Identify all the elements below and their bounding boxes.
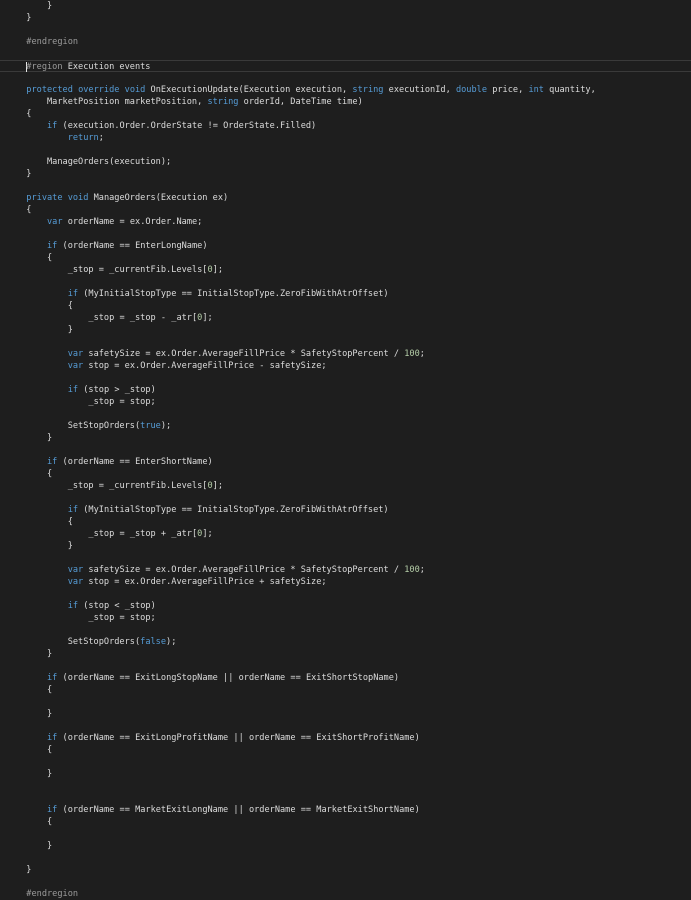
code-line[interactable] [0, 384, 691, 396]
code-line-text: if (MyInitialStopType == InitialStopType.ZeroFibWithAtrOffset) [67, 289, 389, 299]
code-line[interactable] [0, 468, 691, 480]
code-line-text: { [67, 301, 73, 311]
code-line[interactable] [0, 372, 691, 384]
code-line[interactable] [0, 156, 691, 168]
code-line[interactable] [0, 528, 691, 540]
code-line[interactable] [0, 84, 691, 96]
code-line-text: _stop = _stop + _atr[0]; [88, 529, 213, 539]
code-line-text: } [47, 709, 53, 719]
code-line[interactable] [0, 756, 691, 768]
code-line[interactable] [0, 72, 691, 84]
code-line[interactable] [0, 540, 691, 552]
code-line[interactable] [0, 816, 691, 828]
code-line-text: if (stop > _stop) [67, 385, 156, 395]
code-line[interactable] [0, 828, 691, 840]
code-line[interactable] [0, 492, 691, 504]
code-line[interactable] [0, 876, 691, 888]
code-line[interactable] [0, 660, 691, 672]
code-line[interactable] [0, 432, 691, 444]
code-line-text: } [67, 325, 73, 335]
code-line-text: if (orderName == EnterShortName) [47, 457, 213, 467]
code-line[interactable] [0, 648, 691, 660]
code-line[interactable] [0, 768, 691, 780]
code-line[interactable] [0, 552, 691, 564]
code-line[interactable] [0, 516, 691, 528]
code-line[interactable] [0, 132, 691, 144]
code-line[interactable] [0, 264, 691, 276]
code-line-text: _stop = _stop - _atr[0]; [88, 313, 213, 323]
code-line[interactable] [0, 684, 691, 696]
code-line[interactable] [0, 252, 691, 264]
code-line[interactable] [0, 324, 691, 336]
code-line[interactable] [0, 60, 691, 72]
code-line[interactable] [0, 444, 691, 456]
code-line[interactable] [0, 120, 691, 132]
code-line-text: { [47, 253, 53, 263]
code-line[interactable] [0, 840, 691, 852]
code-line[interactable] [0, 780, 691, 792]
code-line-text: #endregion [26, 37, 79, 47]
code-line[interactable] [0, 216, 691, 228]
code-line-text: #region Execution events [26, 62, 151, 72]
code-line-text: SetStopOrders(true); [67, 421, 172, 431]
code-line[interactable] [0, 420, 691, 432]
code-line-text: _stop = _currentFib.Levels[0]; [67, 265, 224, 275]
code-line[interactable] [0, 600, 691, 612]
code-line-text: SetStopOrders(false); [67, 637, 177, 647]
code-line[interactable] [0, 456, 691, 468]
code-line[interactable] [0, 408, 691, 420]
code-line[interactable] [0, 240, 691, 252]
code-line[interactable] [0, 588, 691, 600]
code-line[interactable] [0, 336, 691, 348]
code-line[interactable] [0, 36, 691, 48]
code-line-text: { [26, 205, 32, 215]
code-line-text: _stop = _currentFib.Levels[0]; [67, 481, 224, 491]
code-line[interactable] [0, 864, 691, 876]
code-line-text: var stop = ex.Order.AverageFillPrice + safetySize; [67, 577, 327, 587]
code-line[interactable] [0, 852, 691, 864]
code-line[interactable] [0, 12, 691, 24]
code-line-text: if (execution.Order.OrderState != OrderState.Filled) [47, 121, 317, 131]
code-line-text: var safetySize = ex.Order.AverageFillPrice * SafetyStopPercent / 100; [67, 565, 425, 575]
code-line[interactable] [0, 504, 691, 516]
code-line-text: { [47, 745, 53, 755]
code-line[interactable] [0, 96, 691, 108]
code-line-text: if (orderName == ExitLongStopName || orderName == ExitShortStopName) [47, 673, 400, 683]
code-line-text: var orderName = ex.Order.Name; [47, 217, 203, 227]
code-line[interactable] [0, 192, 691, 204]
code-line[interactable] [0, 624, 691, 636]
code-line-text: _stop = stop; [88, 613, 156, 623]
code-line[interactable] [0, 360, 691, 372]
code-line[interactable] [0, 288, 691, 300]
code-line-text: } [26, 865, 32, 875]
code-line[interactable] [0, 708, 691, 720]
code-line[interactable] [0, 396, 691, 408]
code-line[interactable] [0, 0, 691, 12]
code-line[interactable] [0, 636, 691, 648]
code-line[interactable] [0, 480, 691, 492]
code-line-text: { [47, 469, 53, 479]
code-line-text: protected override void OnExecutionUpdate(Execution execution, string executionId, double price, int quantity, [26, 85, 596, 95]
code-line[interactable] [0, 204, 691, 216]
code-line[interactable] [0, 564, 691, 576]
code-line[interactable] [0, 300, 691, 312]
code-line[interactable] [0, 48, 691, 60]
code-line[interactable] [0, 576, 691, 588]
code-line-text: ManageOrders(execution); [47, 157, 172, 167]
code-line[interactable] [0, 348, 691, 360]
code-line-text: { [47, 685, 53, 695]
code-line-text: _stop = stop; [88, 397, 156, 407]
code-line[interactable] [0, 720, 691, 732]
code-line-text: } [47, 649, 53, 659]
code-line[interactable] [0, 792, 691, 804]
code-line-text: { [26, 109, 32, 119]
code-line-text: return; [67, 133, 104, 143]
code-line-text: } [47, 433, 53, 443]
code-line-text: var stop = ex.Order.AverageFillPrice - safetySize; [67, 361, 327, 371]
code-line-text: } [47, 1, 53, 11]
code-line-text: } [47, 841, 53, 851]
code-line-text: private void ManageOrders(Execution ex) [26, 193, 229, 203]
code-line-text: if (stop < _stop) [67, 601, 156, 611]
code-line[interactable] [0, 276, 691, 288]
code-line-text: } [47, 769, 53, 779]
code-line[interactable] [0, 168, 691, 180]
code-line-text: #endregion [26, 889, 79, 899]
code-line-text: { [47, 817, 53, 827]
code-line-text: if (orderName == EnterLongName) [47, 241, 208, 251]
code-line[interactable] [0, 732, 691, 744]
code-line[interactable] [0, 888, 691, 900]
code-line[interactable] [0, 696, 691, 708]
code-line-text: var safetySize = ex.Order.AverageFillPrice * SafetyStopPercent / 100; [67, 349, 425, 359]
code-line[interactable] [0, 108, 691, 120]
code-line-text: if (MyInitialStopType == InitialStopType.ZeroFibWithAtrOffset) [67, 505, 389, 515]
code-line-text: if (orderName == ExitLongProfitName || orderName == ExitShortProfitName) [47, 733, 420, 743]
code-line-text: } [26, 13, 32, 23]
code-line[interactable] [0, 804, 691, 816]
code-line[interactable] [0, 180, 691, 192]
code-line[interactable] [0, 612, 691, 624]
code-line-text: } [67, 541, 73, 551]
code-line-text: if (orderName == MarketExitLongName || orderName == MarketExitShortName) [47, 805, 420, 815]
code-line[interactable] [0, 312, 691, 324]
code-line[interactable] [0, 144, 691, 156]
code-line-text: } [26, 169, 32, 179]
code-line[interactable] [0, 672, 691, 684]
code-line-text: MarketPosition marketPosition, string orderId, DateTime time) [47, 97, 363, 107]
code-line[interactable] [0, 744, 691, 756]
code-line[interactable] [0, 228, 691, 240]
code-line-text: { [67, 517, 73, 527]
code-line[interactable] [0, 24, 691, 36]
